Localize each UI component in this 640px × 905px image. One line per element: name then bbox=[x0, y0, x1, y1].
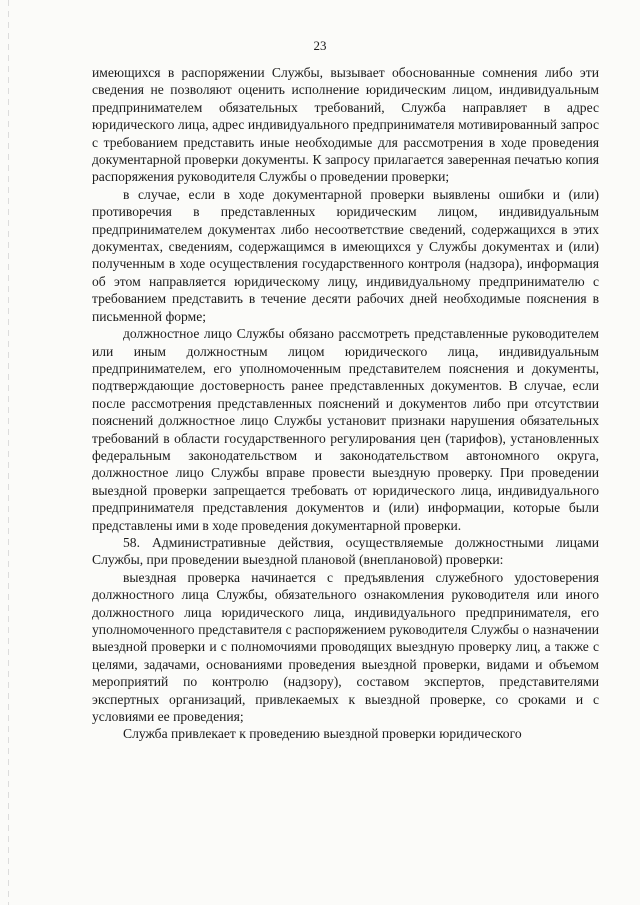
scan-edge bbox=[8, 0, 9, 905]
paragraph-6: Служба привлекает к проведению выездной проверки юридического bbox=[123, 726, 522, 742]
paragraph-5: выездная проверка начинается с предъявления служебного удостоверения должностного лица Службы, обязательного ознакомления руководителя или иного должностного лица юридического лица, индивидуального предпринимателя, его уполномоченного представителя с распоряжением руководителя Службы о назначении выездной проверки и с полномочиями проводящих выездную проверку лиц, а также с целями, задачами, основаниями проведения выездной проверки, видами и объемом мероприятий по контролю (надзору), составом экспертов, представителями экспертных организаций, привлекаемых к выездной проверке, со сроками и с условиями ее проведения; bbox=[92, 569, 599, 725]
paragraph-3: должностное лицо Службы обязано рассмотреть представленные руководителем или иным должностным лицом юридического лица, индивидуальным предпринимателем, его уполномоченным представителем пояснения и документы, подтверждающие достоверность ранее представленных документов. В случае, если после рассмотрения представленных пояснений и документов либо при отсутствии пояснений должностное лицо Службы установит признаки нарушения обязательных требований в области государственного регулирования цен (тарифов), установленных федеральным законодательством и законодательством автономного округа, должностное лицо Службы вправе провести выездную проверку. При проведении выездной проверки запрещается требовать от юридического лица, индивидуального предпринимателя представления документов и (или) информации, которые были представлены ими в ходе проведения документарной проверки. bbox=[92, 326, 599, 533]
document-body bbox=[92, 64, 599, 743]
page-number: 23 bbox=[313, 38, 327, 53]
paragraph-4: 58. Административные действия, осуществляемые должностными лицами Службы, при проведении выездной плановой (внеплановой) проверки: bbox=[92, 534, 599, 568]
paragraph-1: имеющихся в распоряжении Службы, вызывает обоснованные сомнения либо эти сведения не позволяют оценить исполнение юридическим лицом, индивидуальным предпринимателем обязательных требований, Служба направляет в адрес юридического лица, адрес индивидуального предпринимателя мотивированный запрос с требованием представить иные необходимые для рассмотрения в ходе проведения документарной проверки документы. К запросу прилагается заверенная печатью копия распоряжения руководителя Службы о проведении проверки; bbox=[92, 65, 599, 185]
paragraph-2: в случае, если в ходе документарной проверки выявлены ошибки и (или) противоречия в представленных юридическим лицом, индивидуальным предпринимателем документах либо несоответствие сведений, содержащихся в этих документах, сведениям, содержащимся в имеющихся у Службы документах и (или) полученным в ходе осуществления государственного контроля (надзора), информация об этом направляется юридическому лицу, индивидуальному предпринимателю с требованием представить в течение десяти рабочих дней необходимые пояснения в письменной форме; bbox=[92, 186, 599, 324]
